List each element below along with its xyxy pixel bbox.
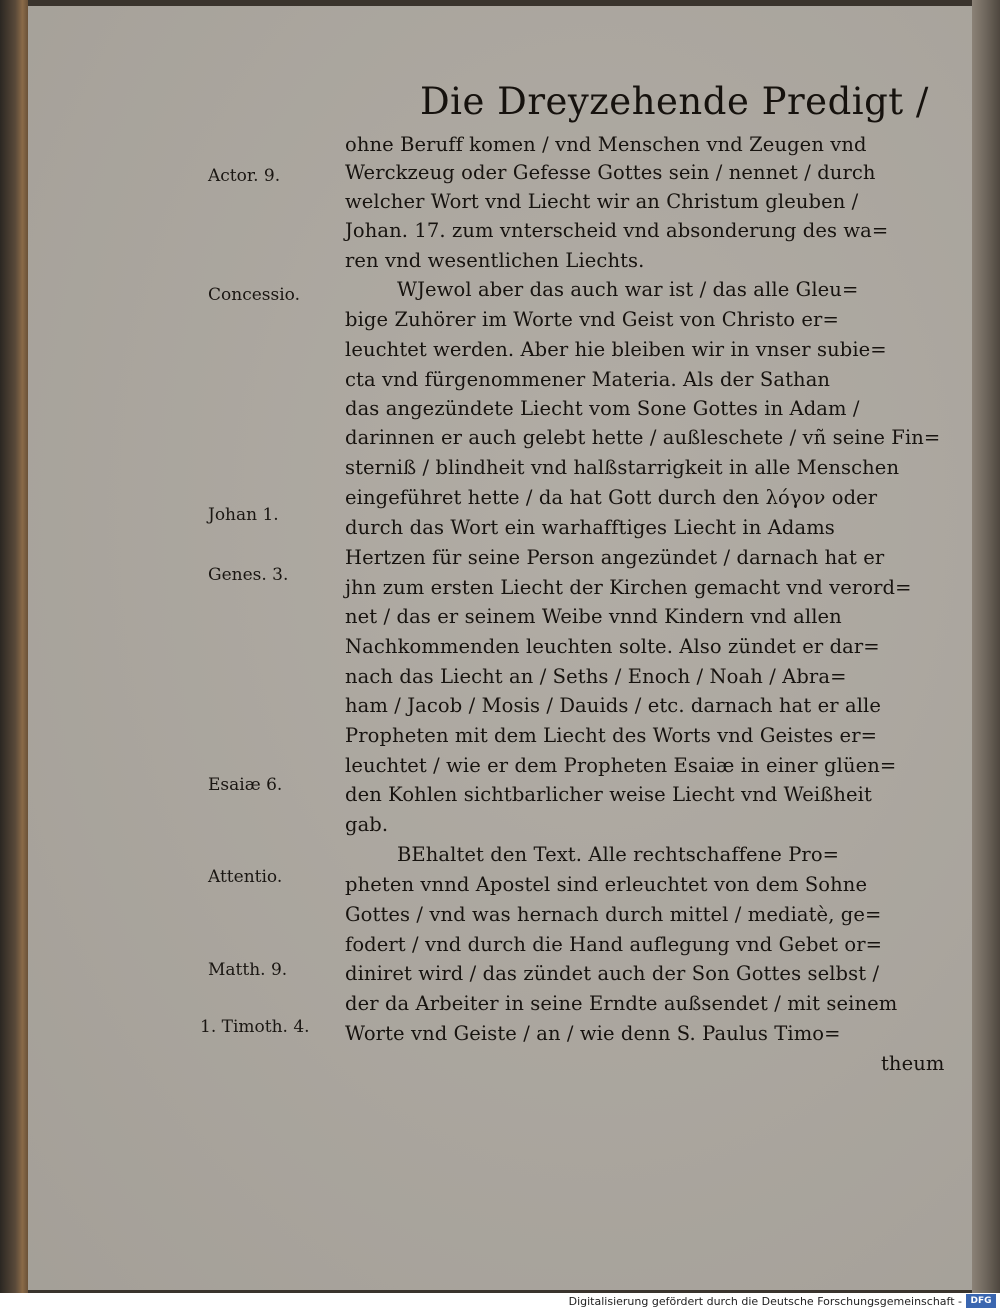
text-line: net / das er seinem Weibe vnnd Kindern vnd allen — [345, 605, 842, 628]
margin-note: Esaiæ 6. — [208, 775, 283, 795]
text-line: darinnen er auch gelebt hette / außleschete / vñ seine Fin= — [345, 426, 941, 449]
text-line: WJewol aber das auch war ist / das alle Gleu= — [397, 278, 859, 301]
margin-note: 1. Timoth. 4. — [200, 1017, 310, 1037]
text-line: das angezündete Liecht vom Sone Gottes in Adam / — [345, 397, 860, 420]
page-stack-edge — [972, 0, 1000, 1293]
footer-bar — [0, 1293, 1000, 1311]
text-line: ohne Beruff komen / vnd Menschen vnd Zeugen vnd — [345, 133, 867, 156]
text-line: nach das Liecht an / Seths / Enoch / Noah / Abra= — [345, 665, 847, 688]
margin-note: Genes. 3. — [208, 565, 289, 585]
text-line: der da Arbeiter in seine Erndte außsendet / mit seinem — [345, 992, 898, 1015]
text-line: eingeführet hette / da hat Gott durch den λόγον oder — [345, 486, 878, 509]
text-line: ham / Jacob / Mosis / Dauids / etc. darnach hat er alle — [345, 694, 882, 717]
text-line: Propheten mit dem Liecht des Worts vnd Geistes er= — [345, 724, 878, 747]
margin-note: Concessio. — [208, 285, 300, 305]
running-head: Die Dreyzehende Predigt / — [420, 80, 929, 123]
text-line: cta vnd fürgenommener Materia. Als der Sathan — [345, 368, 831, 391]
text-line: pheten vnnd Apostel sind erleuchtet von dem Sohne — [345, 873, 868, 896]
text-line: leuchtet werden. Aber hie bleiben wir in vnser subie= — [345, 338, 887, 361]
margin-note: Actor. 9. — [208, 166, 281, 186]
text-line: Johan. 17. zum vnterscheid vnd absonderung des wa= — [345, 219, 889, 242]
text-line: theum — [881, 1052, 945, 1075]
text-line: diniret wird / das zündet auch der Son Gottes selbst / — [345, 962, 880, 985]
book-spine-edge — [0, 0, 28, 1293]
text-line: bige Zuhörer im Worte vnd Geist von Christo er= — [345, 308, 839, 331]
text-line: gab. — [345, 813, 389, 836]
text-line: welcher Wort vnd Liecht wir an Christum gleuben / — [345, 190, 859, 213]
text-line: Hertzen für seine Person angezündet / darnach hat er — [345, 546, 885, 569]
text-line: leuchtet / wie er dem Propheten Esaiæ in einer glüen= — [345, 754, 897, 777]
dfg-logo: DFG — [966, 1294, 996, 1308]
margin-note: Johan 1. — [208, 505, 279, 525]
text-line: Gottes / vnd was hernach durch mittel / mediatè, ge= — [345, 903, 882, 926]
margin-note: Attentio. — [208, 867, 283, 887]
footer-credit: Digitalisierung gefördert durch die Deutsche Forschungsgemeinschaft - — [568, 1295, 962, 1308]
text-line: den Kohlen sichtbarlicher weise Liecht vnd Weißheit — [345, 783, 872, 806]
text-line: Werckzeug oder Gefesse Gottes sein / nennet / durch — [345, 161, 876, 184]
text-line: ren vnd wesentlichen Liechts. — [345, 249, 645, 272]
text-line: jhn zum ersten Liecht der Kirchen gemacht vnd verord= — [345, 576, 912, 599]
text-line: sterniß / blindheit vnd halßstarrigkeit in alle Menschen — [345, 456, 900, 479]
margin-note: Matth. 9. — [208, 960, 288, 980]
text-line: fodert / vnd durch die Hand auflegung vnd Gebet or= — [345, 933, 883, 956]
text-line: Worte vnd Geiste / an / wie denn S. Paulus Timo= — [345, 1022, 841, 1045]
text-line: durch das Wort ein warhafftiges Liecht in Adams — [345, 516, 835, 539]
text-line: BEhaltet den Text. Alle rechtschaffene Pro= — [397, 843, 840, 866]
text-line: Nachkommenden leuchten solte. Also zündet er dar= — [345, 635, 880, 658]
